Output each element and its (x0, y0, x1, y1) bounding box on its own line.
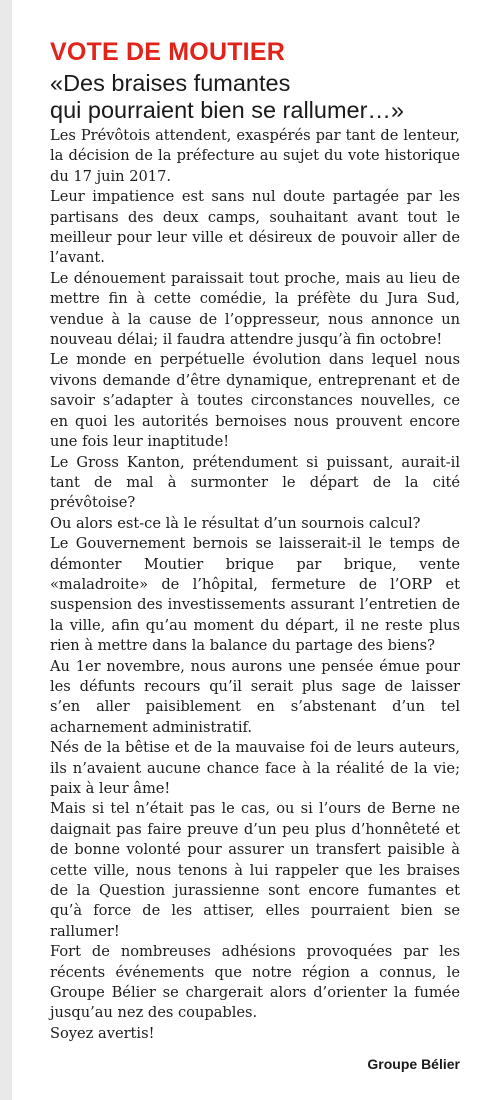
headline-line-1: «Des braises fumantes (50, 70, 291, 96)
headline-line-2: qui pourraient bien se rallumer…» (50, 97, 404, 123)
paragraph: Le Gouvernement bernois se laisserait-il le temps de démonter Moutier brique par brique, vente «maladroite» de l’hôpital, fermeture de l’ORP et suspension des investissements assurant l’entretien de la ville, afin qu’au moment du départ, il ne reste plus rien à mettre dans la balance du partage des biens? (50, 535, 460, 655)
paragraph: Soyez avertis! (50, 1024, 155, 1042)
paragraph: Nés de la bêtise et de la mauvaise foi de leurs auteurs, ils n’avaient aucune chance face à la réalité de la vie; paix à leur âme! (50, 739, 460, 797)
article-body (50, 126, 460, 1044)
article-signature: Groupe Bélier (367, 1056, 460, 1073)
paragraph: Les Prévôtois attendent, exaspérés par tant de lenteur, la décision de la préfecture au sujet du vote historique du 17 juin 2017. (50, 127, 460, 185)
paragraph: Au 1er novembre, nous aurons une pensée émue pour les défunts recours qu’il serait plus sage de laisser s’en aller paisiblement en s’abstenant d’un tel acharnement administratif. (50, 657, 460, 736)
paragraph: Mais si tel n’était pas le cas, ou si l’ours de Berne ne daignait pas faire preuve d’un peu plus d’honnêteté et de bonne volonté pour assurer un transfert paisible à cette ville, nous tenons à lui rappeler que les braises de la Question jurassienne sont encore fumantes et qu’à force de les attiser, elles pourraient bien se rallumer! (50, 800, 460, 940)
article (50, 38, 460, 1072)
page-edge (0, 0, 12, 1100)
paragraph: Le dénouement paraissait tout proche, mais au lieu de mettre fin à cette comédie, la préfète du Jura Sud, vendue à la cause de l’oppresseur, nous annonce un nouveau délai; il faudra attendre jusqu’à fin octobre! (50, 269, 460, 349)
paragraph: Ou alors est-ce là le résultat d’un sournois calcul? (50, 514, 421, 532)
paragraph: Fort de nombreuses adhésions provoquées par les récents événements que notre région a connus, le Groupe Bélier se chargerait alors d’orienter la fumée jusqu’au nez des coupables. (50, 943, 460, 1022)
paragraph: Le Gross Kanton, prétendument si puissant, aurait-il tant de mal à surmonter le départ de la cité prévôtoise? (50, 453, 460, 512)
paragraph: Leur impatience est sans nul doute partagée par les partisans des deux camps, souhaitant avant tout le meilleur pour leur ville et désireux de pouvoir aller de l’avant. (50, 188, 460, 267)
article-headline (50, 70, 460, 124)
paragraph: Le monde en perpétuelle évolution dans lequel nous vivons demande d’être dynamique, entreprenant et de savoir s’adapter à toutes circonstances nouvelles, ce en quoi les autorités bernoises nous prouvent encore une fois leur inaptitude! (50, 351, 460, 451)
article-kicker: VOTE DE MOUTIER (50, 38, 285, 66)
